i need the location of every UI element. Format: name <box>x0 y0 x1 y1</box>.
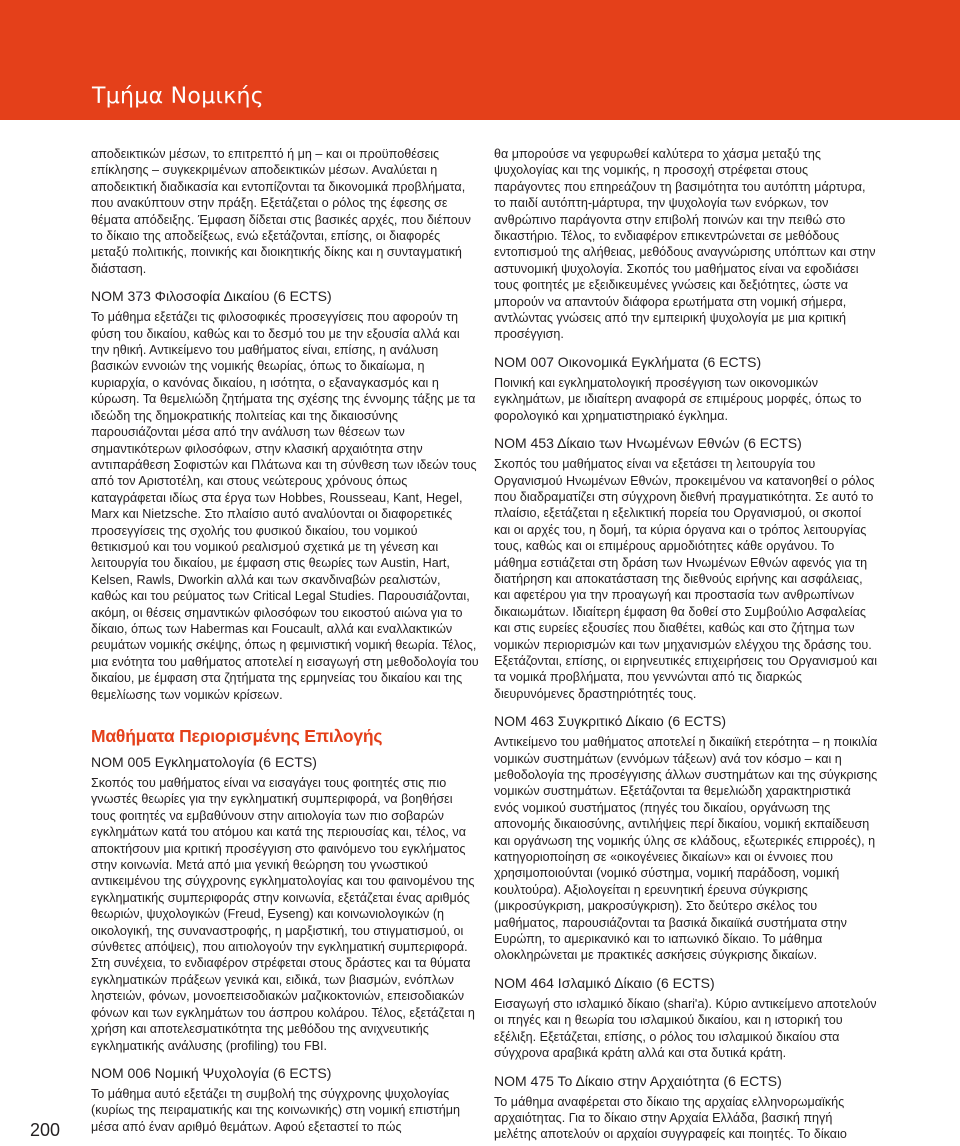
page-header-title: Τμήμα Νομικής <box>92 84 264 109</box>
course-title-nom373: ΝΟΜ 373 Φιλοσοφία Δικαίου (6 ECTS) <box>91 288 332 305</box>
course-title-nom453: ΝΟΜ 453 Δίκαιο των Ηνωμένων Εθνών (6 ECTS) <box>494 435 802 452</box>
course-title-nom007: ΝΟΜ 007 Οικονομικά Εγκλήματα (6 ECTS) <box>494 353 762 370</box>
left-column <box>91 146 479 1135</box>
course-title-nom475: ΝΟΜ 475 Το Δίκαιο στην Αρχαιότητα (6 ECTS) <box>494 1072 782 1089</box>
course-text-nom475: Το μάθημα αναφέρεται στο δίκαιο της αρχαίας ελληνορωμαϊκής αρχαιότητας. Για το δίκαιο στην Αρχαία Ελλάδα, βασική πηγή μελέτης αποτελούν οι αρχαίοι συγγραφείς και ποιητές. Το δίκαιο <box>494 1094 847 1142</box>
section-heading-restricted-electives: Μαθήματα Περιορισμένης Επιλογής <box>91 726 383 746</box>
left-intro-paragraph: αποδεικτικών μέσων, το επιτρεπτό ή μη – και οι προϋποθέσεις επίκλησης – συγκεκριμένων αποδεικτικών μέσων. Αναλύεται η αποδεικτική διαδικασία και εντοπίζονται τα δικονομικά προβλήματα, που ανακύπτουν στην πράξη. Εξετάζεται ο ρόλος της έφεσης σε θέματα απόδειξης. Έμφαση δίδεται στις βασικές αρχές, που διέπουν το δίκαιο της αποδείξεως, ενώ εξετάζονται, επίσης, οι διαφορές μεταξύ πολιτικής, ποινικής και διοικητικής δίκης και η συνταγματική διάσταση. <box>91 147 471 276</box>
course-text-nom464: Εισαγωγή στο ισλαμικό δίκαιο (shari'a). Κύριο αντικείμενο αποτελούν οι πηγές και η θεωρία του ισλαμικού δικαίου, και η ιστορική του εξέλιξη. Εξετάζεται, επίσης, ο ρόλος του ισλαμικού δικαίου στα σύγχρονα αραβικά κράτη αλλά και στα δυτικά κράτη. <box>494 996 877 1061</box>
course-title-nom006: ΝΟΜ 006 Νομική Ψυχολογία (6 ECTS) <box>91 1064 332 1081</box>
course-text-nom463: Αντικείμενο του μαθήματος αποτελεί η δικαιϊκή ετερότητα – η ποικιλία νομικών συστημάτων (εννόμων τάξεων) ανά τον κόσμο – και η μεθοδολογία της προσέγγισης άλλων συστημάτων και της σύγκρισης νομικών συστημάτων. Εξετάζονται τα θεμελιώδη χαρακτηριστικά ενός νομικού συστήματος (πηγές του δικαίου, οργάνωση της απονομής δικαιοσύνης, αντιλήψεις περί δικαίου, νομική εκπαίδευση και οργάνωση της νομικής ύλης σε κλάδους, εξωτερικές επιρροές), η κατηγοριοποίηση σε «οικογένειες δικαίων» και οι έννοιες που χρησιμοποιούνται (νομικό σύστημα, νομική παράδοση, νομική κουλτούρα). Αξιολογείται η ερευνητική έρευνα σύγκρισης (μικροσύγκριση, μακροσύγκριση). Στο δεύτερο σκέλος του μαθήματος, παρουσιάζονται τα βασικά δικαιϊκά συστήματα στην Ευρώπη, το αμερικανικό και το ιαπωνικό δίκαιο. Το μάθημα ολοκληρώνεται με πρακτικές ασκήσεις σύγκρισης δικαίων. <box>494 735 878 963</box>
course-text-nom373: Το μάθημα εξετάζει τις φιλοσοφικές προσεγγίσεις που αφορούν τη φύση του δικαίου, καθώς και το δεσμό του με την εξουσία αλλά και την ηθική. Αντικείμενο του μαθήματος είναι, επίσης, η ανάλυση βασικών εννοιών της νομικής θεωρίας, όπως το δικαίωμα, η κυριαρχία, ο κανόνας δικαίου, η ισότητα, ο εξαναγκασμός και η κύρωση. Τα θεμελιώδη ζητήματα της σχέσης της έννομης τάξης με τα ιδεώδη της δημοκρατικής πολιτείας και της δικαιοσύνης παρουσιάζονται μέσα από την ανάλυση των θέσεων των σημαντικότερων φιλοσόφων, στην κλασική αρχαιότητα στην αντιπαράθεση Σοφιστών και Πλάτωνα και τη σύνθεση των ιδεών τους από τον Αριστοτέλη, και στους νεώτερους χρόνους όπως καταγράφεται ιδίως στα έργα των Hobbes, Rousseau, Kant, Hegel, Marx και Nietzsche. Στο πλαίσιο αυτό αναλύονται οι διαφορετικές προσεγγίσεις της σχολής του φυσικού δικαίου, του νομικού θετικισμού και του νομικού ρεαλισμού σχετικά με τη γένεση και λειτουργία του δικαίου, με έμφαση στις θεωρίες των Austin, Hart, Kelsen, Rawls, Dworkin αλλά και των σκανδιναβών ρεαλιστών, καθώς και του ρεύματος των Critical Legal Studies. Παρουσιάζονται, ακόμη, οι θέσεις σημαντικών φιλοσόφων του εικοστού αιώνα για το δίκαιο, όπως των Habermas και Foucault, αλλά και εναλλακτικών ρευμάτων νομικής σκέψης, όπως η φεμινιστική νομική θεωρία. Τέλος, μια ενότητα του μαθήματος αποτελεί η εισαγωγή στη μεθοδολογία του δικαίου, με έμφαση στα ζητήματα της ερμηνείας του δικαίου και της θεμελίωσης των νομικών κρίσεων. <box>91 310 479 702</box>
right-column <box>494 146 878 1143</box>
right-intro-paragraph: θα μπορούσε να γεφυρωθεί καλύτερα το χάσμα μεταξύ της ψυχολογίας και της νομικής, η προσοχή στρέφεται στους παράγοντες που επηρεάζουν τη βασιμότητα του αυτόπτη μάρτυρα, το παιδί αυτόπτη-μάρτυρα, την ψυχολογία των ενόρκων, τον ανθρώπινο παράγοντα στην επιβολή ποινών και την πειθώ στο δικαστήριο. Τέλος, το ενδιαφέρον επικεντρώνεται σε μεθόδους εντοπισμού της αλήθειας, μεθόδους αναγνώρισης υπόπτων και στην αστυνομική ψυχολογία. Σκοπός του μαθήματος είναι να εφοδιάσει τους φοιτητές με εξειδικευμένες γνώσεις και δεξιότητες, ώστε να μπορούν να απαντούν διάφορα ερωτήματα στη νομική σήμερα, αντλώντας γνώσεις από την εμπειρική ψυχολογία με μια κριτική προσέγγιση. <box>494 147 876 342</box>
course-title-nom005: ΝΟΜ 005 Εγκληματολογία (6 ECTS) <box>91 754 317 770</box>
course-title-nom463: ΝΟΜ 463 Συγκριτικό Δίκαιο (6 ECTS) <box>494 713 727 730</box>
course-title-nom464: ΝΟΜ 464 Ισλαμικό Δίκαιο (6 ECTS) <box>494 974 715 991</box>
course-text-nom005: Σκοπός του μαθήματος είναι να εισαγάγει τους φοιτητές στις πιο γνωστές θεωρίες για την εγκληματική συμπεριφορά, να βοηθήσει τους φοιτητές να εμβαθύνουν στην αιτιολογία των πιο σοβαρών εγκλημάτων κατά του ατόμου και κατά της περιουσίας και, τέλος, να αποκτήσουν μια κριτική προσέγγιση στο φαινόμενο του εγκλήματος στην κοινωνία. Μετά από μια γενική θεώρηση του γνωστικού αντικειμένου της σύγχρονης εγκληματολογίας και του φαινομένου της εγκληματικής συμπεριφοράς στην κοινωνία, εξετάζεται ένας αριθμός θεωριών, ψυχολογικών (Freud, Eyseng) και κοινωνιολογικών (η οικολογική, της συναναστροφής, η μαρξιστική, του στιγματισμού, οι σύνθετες απόψεις), που αιτιολογούν την εγκληματική συμπεριφορά. Στη συνέχεια, το ενδιαφέρον στρέφεται στους δράστες και τα θύματα εγκληματικών πράξεων γενικά και, ειδικά, των βιασμών, ενόπλων ληστειών, φόνων, μονοεπεισοδιακών μαζικοκτονιών, επεισοδιακών φόνων και των εγκλημάτων του άσπρου κολάρου. Τέλος, εξετάζεται η χρήση και αποτελεσματικότητα της μεθόδου της ανιχνευτικής εγκληματικής ανάλυσης (profiling) του FBI. <box>91 776 475 1053</box>
course-text-nom453: Σκοπός του μαθήματος είναι να εξετάσει τη λειτουργία του Οργανισμού Ηνωμένων Εθνών, προκειμένου να κατανοηθεί ο ρόλος που διαδραματίζει στη σύγχρονη διεθνή πραγματικότητα. Σε αυτό το πλαίσιο, εξετάζεται η εξελικτική πορεία του Οργανισμού, οι σκοποί και οι αρχές του, η δομή, τα κύρια όργανα και ο τρόπος λειτουργίας τους, καθώς και οι επιμέρους αρμοδιότητες κάθε οργάνου. Το μάθημα εστιάζεται στη δράση των Ηνωμένων Εθνών αφενός για τη διατήρηση και αποκατάσταση της διεθνούς ειρήνης και ασφάλειας, και αφετέρου για την προαγωγή και προστασία των ανθρωπίνων δικαιωμάτων. Ιδιαίτερη έμφαση θα δοθεί στο Συμβούλιο Ασφαλείας και στις ευρείες εξουσίες που διαθέτει, καθώς και στο ζήτημα των νομικών περιορισμών και των μηχανισμών ελέγχου της δράσης του. Εξετάζονται, επίσης, οι ειρηνευτικές επιχειρήσεις του Οργανισμού και τα νομικά προβλήματα, που γεννώνται από τις διαρκώς διευρυνόμενες δραστηριότητές τους. <box>494 457 877 701</box>
course-text-nom007: Ποινική και εγκληματολογική προσέγγιση των οικονομικών εγκλημάτων, με ιδιαίτερη αναφορά σε επιμέρους μορφές, όπως το φορολογικό και χρηματιστηριακό έγκλημα. <box>494 375 862 423</box>
course-text-nom006: Το μάθημα αυτό εξετάζει τη συμβολή της σύγχρονης ψυχολογίας (κυρίως της πειραματικής και της κοινωνικής) στη νομική επιστήμη μέσα από έναν αριθμό θεμάτων. Αφού εξεταστεί το πώς <box>91 1086 461 1134</box>
page-number: 200 <box>30 1120 61 1140</box>
